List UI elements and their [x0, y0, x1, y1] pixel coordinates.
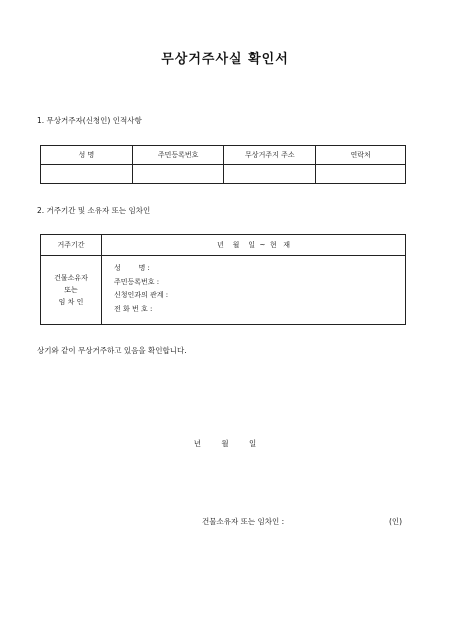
residence-table [40, 234, 406, 325]
cell-address[interactable] [224, 165, 316, 184]
party-label-line3: 임 차 인 [58, 298, 84, 306]
period-value[interactable]: 년 월 일 ~ 현 재 [102, 235, 406, 256]
field-phone[interactable]: 전 화 번 호 : [114, 304, 153, 313]
field-relationship[interactable]: 신청인과의 관계 : [114, 291, 169, 299]
confirmation-statement: 상기와 같이 무상거주하고 있음을 확인합니다. [37, 346, 187, 355]
section1-heading: 1. 무상거주자(신청인) 인적사항 [37, 116, 142, 125]
seal-mark[interactable]: (인) [389, 517, 403, 526]
party-fields [102, 256, 406, 325]
header-name: 성 명 [41, 146, 133, 165]
section2-heading: 2. 거주기간 및 소유자 또는 임차인 [37, 206, 151, 215]
header-contact: 연락처 [316, 146, 406, 165]
party-label [41, 256, 102, 325]
date-line[interactable]: 년 월 일 [193, 439, 257, 448]
party-label-line2: 또는 [64, 286, 78, 294]
signature-label: 건물소유자 또는 임차인 : [202, 517, 285, 526]
cell-id-number[interactable] [132, 165, 224, 184]
field-id-number[interactable]: 주민등록번호 : [114, 277, 160, 286]
field-name[interactable]: 성 명 : [114, 264, 150, 272]
header-id-number: 주민등록번호 [132, 146, 224, 165]
applicant-table [40, 145, 406, 184]
cell-contact[interactable] [316, 165, 406, 184]
cell-name[interactable] [41, 165, 133, 184]
party-label-line1: 건물소유자 [54, 274, 88, 282]
header-address: 무상거주지 주소 [224, 146, 316, 165]
period-label: 거주기간 [41, 235, 102, 256]
document-title: 무상거주사실 확인서 [161, 52, 289, 67]
